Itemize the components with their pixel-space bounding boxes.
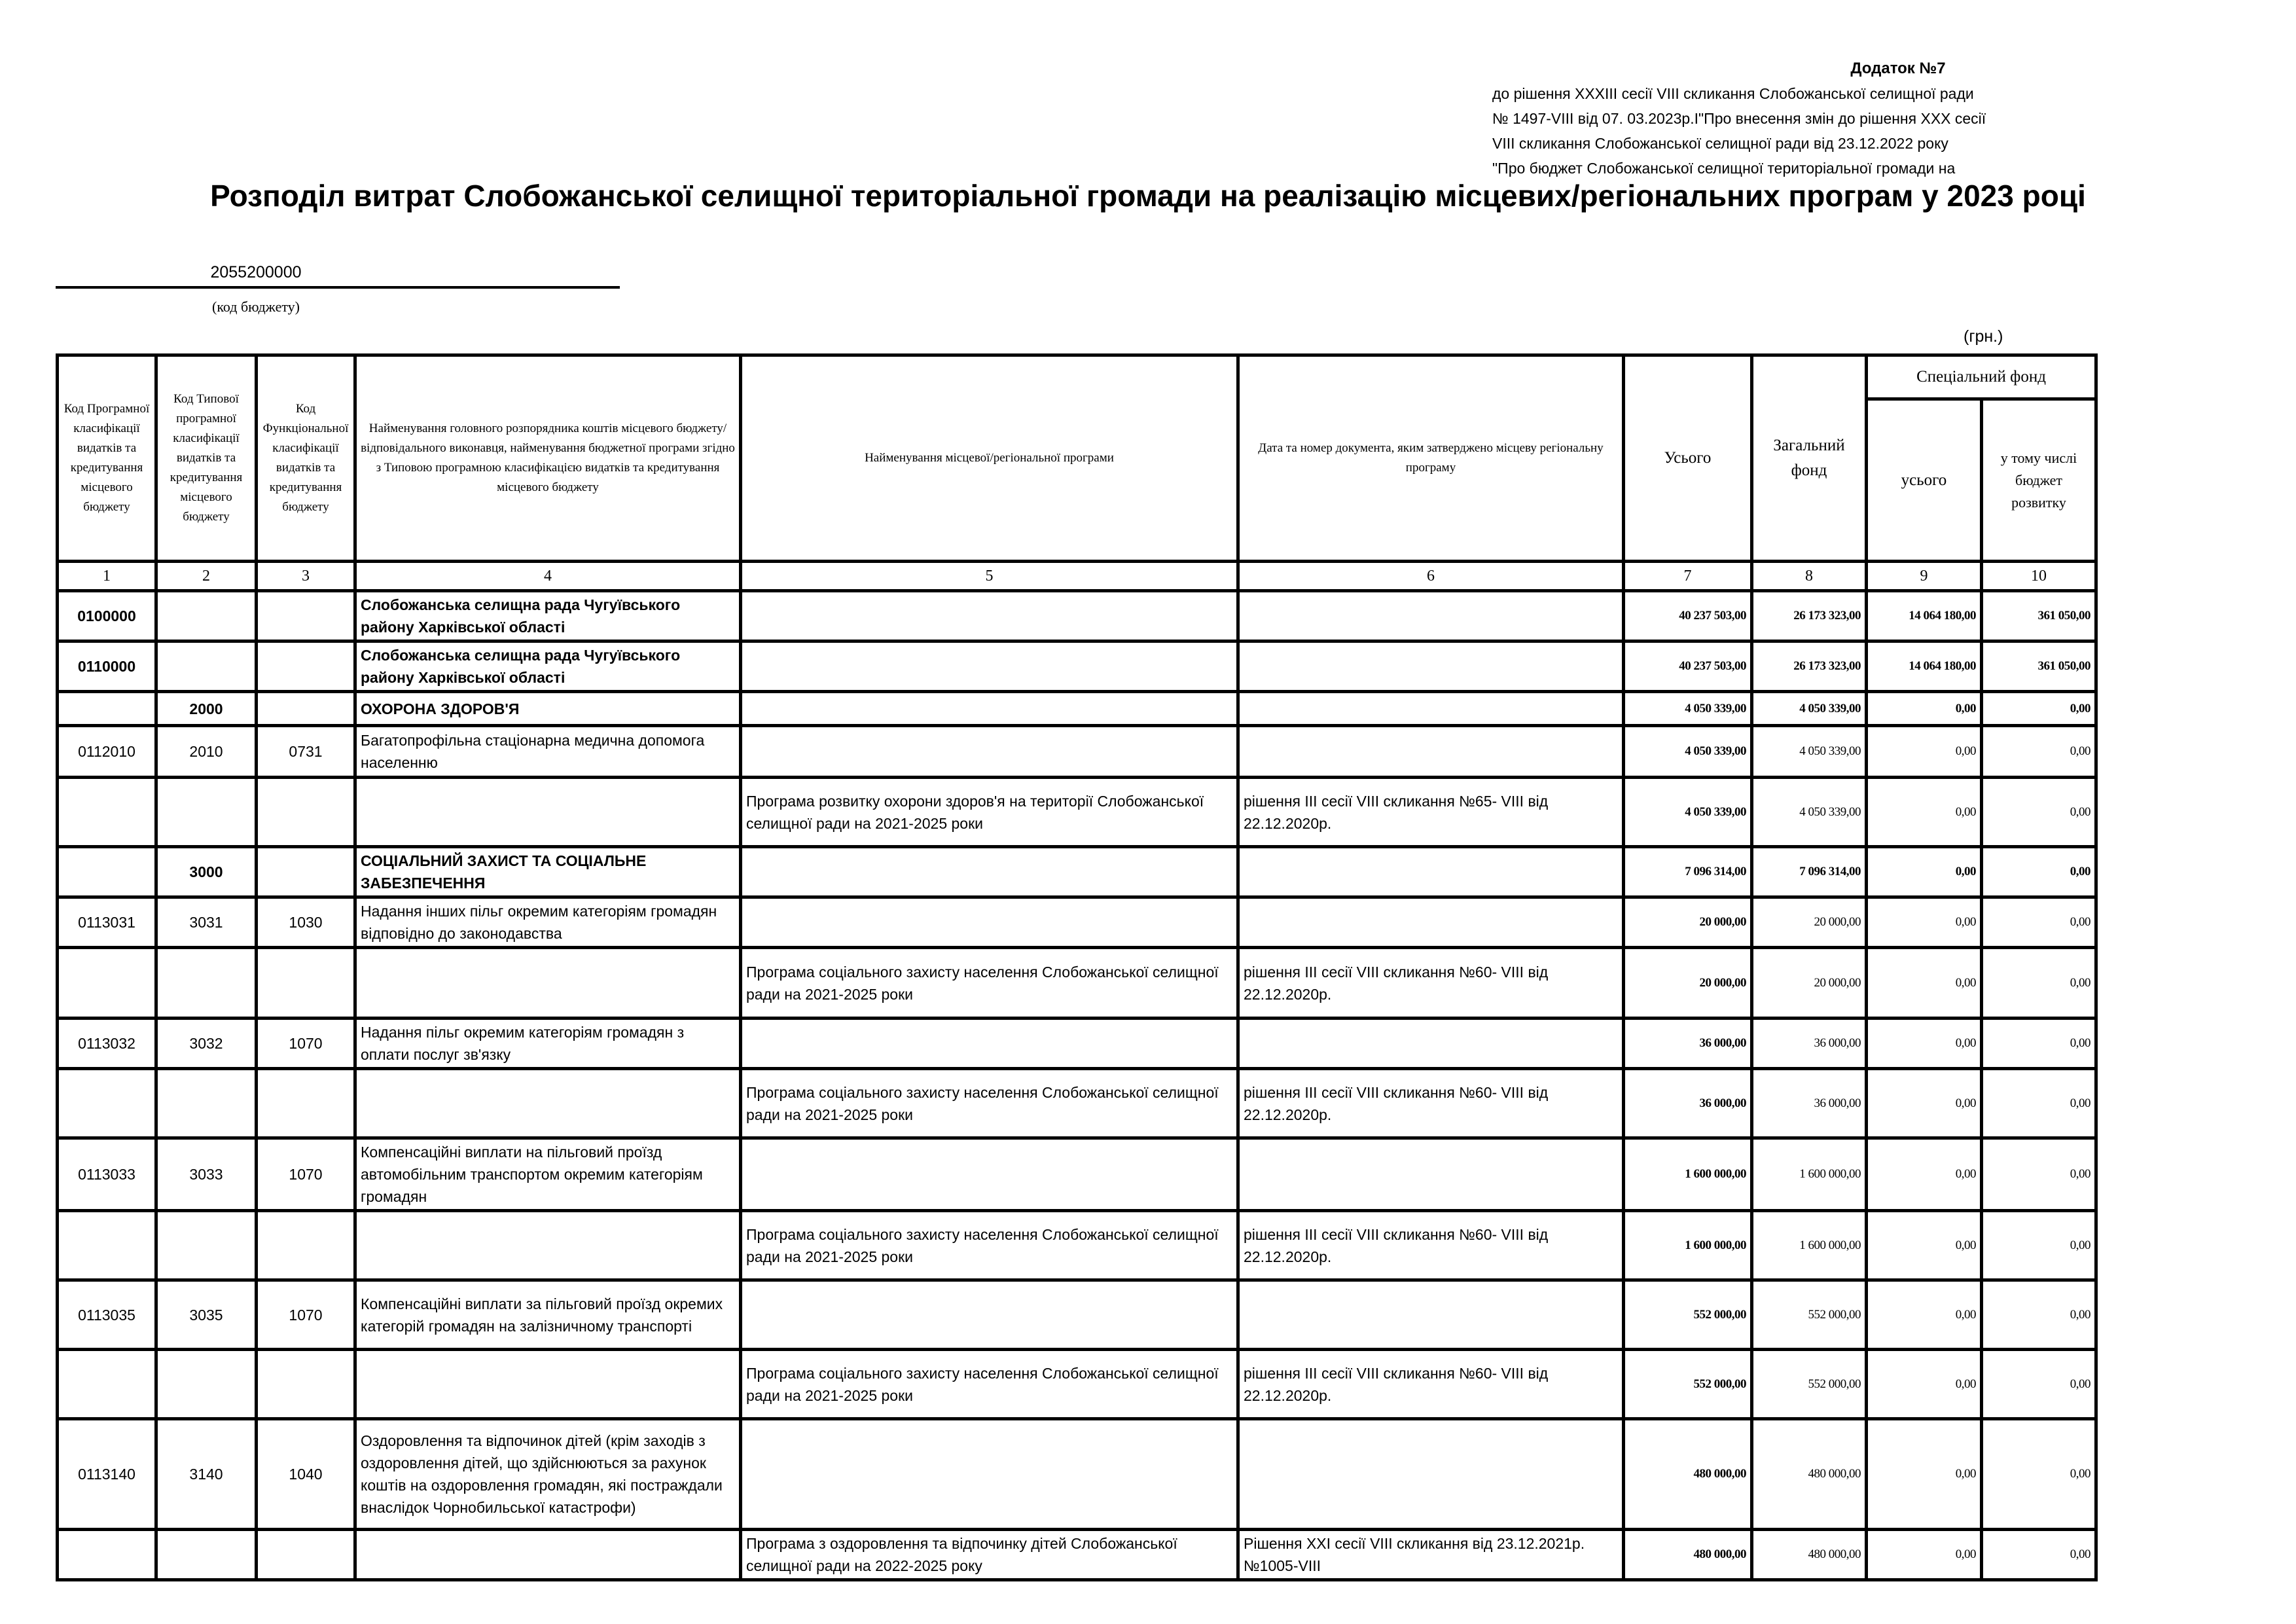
cell-approval-document (1238, 641, 1624, 692)
cell-program-code (58, 1211, 156, 1280)
cell-manager-name (355, 948, 741, 1019)
budget-code-value: 2055200000 (210, 263, 302, 281)
cell-program-code: 0113031 (58, 897, 156, 948)
cell-development-budget: 0,00 (1982, 726, 2096, 778)
cell-general-fund: 4 050 339,00 (1752, 692, 1867, 726)
cell-special-fund-total: 0,00 (1867, 1069, 1982, 1138)
cell-general-fund: 552 000,00 (1752, 1280, 1867, 1350)
cell-program-code (58, 778, 156, 847)
cell-development-budget: 361 050,00 (1982, 591, 2096, 641)
cell-functional-code: 0731 (257, 726, 355, 778)
cell-total: 480 000,00 (1624, 1530, 1752, 1580)
cell-program-code (58, 948, 156, 1019)
cell-manager-name: Компенсаційні виплати на пільговий проїзд автомобільним транспортом окремим категоріям громадян (355, 1138, 741, 1211)
column-number: 1 (58, 562, 156, 591)
annex-header (1492, 56, 2147, 181)
cell-manager-name (355, 1350, 741, 1419)
cell-special-fund-total: 0,00 (1867, 897, 1982, 948)
cell-program-code: 0113032 (58, 1019, 156, 1069)
cell-approval-document (1238, 1419, 1624, 1530)
header-program-name: Найменування місцевої/регіональної програми (741, 355, 1238, 562)
cell-functional-code (257, 1530, 355, 1580)
table-row (58, 692, 2096, 726)
cell-program-name: Програма з оздоровлення та відпочинку дітей Слобожанської селищної ради на 2022-2025 року (741, 1530, 1238, 1580)
cell-typical-code (156, 778, 257, 847)
cell-program-name: Програма соціального захисту населення Слобожанської селищної ради на 2021-2025 роки (741, 948, 1238, 1019)
header-special-total: усього (1867, 399, 1982, 562)
cell-program-code: 0113035 (58, 1280, 156, 1350)
table-row (58, 1350, 2096, 1419)
table-row (58, 591, 2096, 641)
cell-typical-code (156, 1530, 257, 1580)
cell-approval-document (1238, 591, 1624, 641)
cell-development-budget: 0,00 (1982, 1530, 2096, 1580)
cell-program-code: 0112010 (58, 726, 156, 778)
cell-manager-name: Оздоровлення та відпочинок дітей (крім заходів з оздоровлення дітей, що здійснюються за рахунок коштів на оздоровлення громадян, які постраждали внаслідок Чорнобильської катастрофи) (355, 1419, 741, 1530)
cell-development-budget: 0,00 (1982, 1019, 2096, 1069)
cell-functional-code (257, 1069, 355, 1138)
table-row (58, 641, 2096, 692)
cell-manager-name (355, 778, 741, 847)
cell-manager-name (355, 1530, 741, 1580)
column-number: 8 (1752, 562, 1867, 591)
cell-functional-code (257, 591, 355, 641)
cell-manager-name: Слобожанська селищна рада Чугуївського району Харківської області (355, 591, 741, 641)
cell-program-name (741, 641, 1238, 692)
cell-special-fund-total: 0,00 (1867, 778, 1982, 847)
cell-typical-code: 3035 (156, 1280, 257, 1350)
cell-total: 552 000,00 (1624, 1280, 1752, 1350)
cell-program-code (58, 1350, 156, 1419)
cell-typical-code (156, 1350, 257, 1419)
cell-special-fund-total: 0,00 (1867, 692, 1982, 726)
header-general-fund: Загальний фонд (1752, 355, 1867, 562)
table-row (58, 1419, 2096, 1530)
annex-line: "Про бюджет Слобожанської селищної територіальної громади на (1492, 160, 1956, 177)
cell-development-budget: 0,00 (1982, 1138, 2096, 1211)
cell-approval-document: рішення ІІІ сесії VIII скликання №60- VIII від 22.12.2020р. (1238, 948, 1624, 1019)
cell-program-name (741, 1138, 1238, 1211)
cell-program-code (58, 1069, 156, 1138)
cell-program-code (58, 847, 156, 897)
cell-special-fund-total: 14 064 180,00 (1867, 641, 1982, 692)
cell-typical-code: 2000 (156, 692, 257, 726)
cell-functional-code: 1070 (257, 1019, 355, 1069)
cell-approval-document (1238, 726, 1624, 778)
cell-development-budget: 0,00 (1982, 692, 2096, 726)
cell-manager-name: Слобожанська селищна рада Чугуївського району Харківської області (355, 641, 741, 692)
header-document: Дата та номер документа, яким затверджено місцеву регіональну програму (1238, 355, 1624, 562)
cell-development-budget: 361 050,00 (1982, 641, 2096, 692)
column-number: 7 (1624, 562, 1752, 591)
column-number: 4 (355, 562, 741, 591)
cell-functional-code: 1070 (257, 1138, 355, 1211)
annex-title: Додаток №7 (1850, 60, 1946, 77)
cell-general-fund: 552 000,00 (1752, 1350, 1867, 1419)
cell-total: 40 237 503,00 (1624, 591, 1752, 641)
column-number: 9 (1867, 562, 1982, 591)
cell-general-fund: 480 000,00 (1752, 1419, 1867, 1530)
budget-code (56, 263, 620, 289)
table-row (58, 1280, 2096, 1350)
cell-approval-document: рішення ІІІ сесії VIII скликання №60- VIII від 22.12.2020р. (1238, 1211, 1624, 1280)
header-development-budget: у тому числі бюджет розвитку (1982, 399, 2096, 562)
cell-typical-code: 3033 (156, 1138, 257, 1211)
cell-approval-document: рішення ІІІ сесії VIII скликання №60- VIII від 22.12.2020р. (1238, 1350, 1624, 1419)
cell-typical-code (156, 591, 257, 641)
annex-line: № 1497-VIII від 07. 03.2023р.І"Про внесення змін до рішення XXX сесії (1492, 110, 1986, 127)
cell-program-name: Програма соціального захисту населення Слобожанської селищної ради на 2021-2025 роки (741, 1069, 1238, 1138)
cell-special-fund-total: 0,00 (1867, 726, 1982, 778)
cell-approval-document (1238, 692, 1624, 726)
cell-typical-code: 3140 (156, 1419, 257, 1530)
cell-development-budget: 0,00 (1982, 1211, 2096, 1280)
cell-total: 20 000,00 (1624, 897, 1752, 948)
table-row (58, 726, 2096, 778)
cell-approval-document (1238, 1019, 1624, 1069)
cell-development-budget: 0,00 (1982, 948, 2096, 1019)
header-manager-name: Найменування головного розпорядника коштів місцевого бюджету/ відповідального виконавця, найменування бюджетної програми згідно з Типовою програмною класифікацією видатків та кредитування місцевого бюджету (355, 355, 741, 562)
cell-program-code (58, 1530, 156, 1580)
cell-general-fund: 36 000,00 (1752, 1019, 1867, 1069)
header-total: Усього (1624, 355, 1752, 562)
table-row (58, 948, 2096, 1019)
cell-manager-name (355, 1211, 741, 1280)
cell-program-code: 0110000 (58, 641, 156, 692)
cell-special-fund-total: 0,00 (1867, 1280, 1982, 1350)
cell-typical-code: 3000 (156, 847, 257, 897)
cell-approval-document (1238, 847, 1624, 897)
cell-general-fund: 26 173 323,00 (1752, 641, 1867, 692)
cell-typical-code: 3031 (156, 897, 257, 948)
table-row (58, 778, 2096, 847)
cell-program-name (741, 726, 1238, 778)
budget-code-label: (код бюджету) (212, 298, 300, 315)
cell-approval-document (1238, 1280, 1624, 1350)
table-row (58, 1019, 2096, 1069)
annex-line: до рішення XXXIII сесії VIII скликання Слобожанської селищної ради (1492, 85, 1974, 102)
cell-total: 20 000,00 (1624, 948, 1752, 1019)
cell-total: 4 050 339,00 (1624, 778, 1752, 847)
cell-manager-name: ОХОРОНА ЗДОРОВ'Я (355, 692, 741, 726)
column-number: 10 (1982, 562, 2096, 591)
cell-special-fund-total: 0,00 (1867, 1350, 1982, 1419)
cell-general-fund: 26 173 323,00 (1752, 591, 1867, 641)
cell-total: 552 000,00 (1624, 1350, 1752, 1419)
cell-manager-name (355, 1069, 741, 1138)
cell-program-code: 0113033 (58, 1138, 156, 1211)
header-special-fund: Спеціальний фонд (1867, 355, 2096, 399)
cell-total: 480 000,00 (1624, 1419, 1752, 1530)
cell-special-fund-total: 0,00 (1867, 1530, 1982, 1580)
cell-development-budget: 0,00 (1982, 1069, 2096, 1138)
cell-functional-code (257, 948, 355, 1019)
cell-approval-document: Рішення XXI сесії VIII скликання від 23.12.2021р. №1005-VIII (1238, 1530, 1624, 1580)
cell-program-name (741, 1019, 1238, 1069)
currency-unit: (грн.) (1964, 327, 2003, 346)
cell-general-fund: 20 000,00 (1752, 897, 1867, 948)
cell-total: 36 000,00 (1624, 1019, 1752, 1069)
cell-typical-code (156, 1211, 257, 1280)
table-row (58, 1530, 2096, 1580)
cell-total: 36 000,00 (1624, 1069, 1752, 1138)
cell-general-fund: 7 096 314,00 (1752, 847, 1867, 897)
cell-approval-document (1238, 897, 1624, 948)
table-row (58, 1211, 2096, 1280)
cell-total: 1 600 000,00 (1624, 1138, 1752, 1211)
cell-functional-code (257, 778, 355, 847)
cell-development-budget: 0,00 (1982, 1350, 2096, 1419)
column-number: 3 (257, 562, 355, 591)
cell-development-budget: 0,00 (1982, 897, 2096, 948)
cell-special-fund-total: 0,00 (1867, 1138, 1982, 1211)
cell-typical-code (156, 641, 257, 692)
cell-development-budget: 0,00 (1982, 1280, 2096, 1350)
cell-program-code: 0100000 (58, 591, 156, 641)
cell-program-name (741, 1419, 1238, 1530)
header-typical-code: Код Типової програмної класифікації видатків та кредитування місцевого бюджету (156, 355, 257, 562)
cell-typical-code: 2010 (156, 726, 257, 778)
cell-functional-code (257, 692, 355, 726)
column-numbers-row (58, 562, 2096, 591)
cell-general-fund: 36 000,00 (1752, 1069, 1867, 1138)
cell-approval-document (1238, 1138, 1624, 1211)
header-program-code: Код Програмної класифікації видатків та кредитування місцевого бюджету (58, 355, 156, 562)
cell-total: 7 096 314,00 (1624, 847, 1752, 897)
cell-functional-code (257, 1350, 355, 1419)
cell-program-name: Програма соціального захисту населення Слобожанської селищної ради на 2021-2025 роки (741, 1350, 1238, 1419)
cell-program-name: Програма розвитку охорони здоров'я на території Слобожанської селищної ради на 2021-2025 роки (741, 778, 1238, 847)
cell-program-name (741, 1280, 1238, 1350)
cell-special-fund-total: 0,00 (1867, 1419, 1982, 1530)
cell-general-fund: 1 600 000,00 (1752, 1138, 1867, 1211)
column-number: 2 (156, 562, 257, 591)
cell-functional-code (257, 1211, 355, 1280)
cell-program-name: Програма соціального захисту населення Слобожанської селищної ради на 2021-2025 роки (741, 1211, 1238, 1280)
cell-total: 1 600 000,00 (1624, 1211, 1752, 1280)
table-row (58, 847, 2096, 897)
cell-general-fund: 4 050 339,00 (1752, 726, 1867, 778)
cell-special-fund-total: 0,00 (1867, 1211, 1982, 1280)
cell-manager-name: Багатопрофільна стаціонарна медична допомога населенню (355, 726, 741, 778)
cell-program-name (741, 692, 1238, 726)
cell-manager-name: СОЦІАЛЬНИЙ ЗАХИСТ ТА СОЦІАЛЬНЕ ЗАБЕЗПЕЧЕННЯ (355, 847, 741, 897)
page-title: Розподіл витрат Слобожанської селищної територіальної громади на реалізацію місцевих/регіональних програм у 2023 році (210, 179, 2086, 213)
cell-manager-name: Компенсаційні виплати за пільговий проїзд окремих категорій громадян на залізничному транспорті (355, 1280, 741, 1350)
table-row (58, 897, 2096, 948)
cell-typical-code (156, 1069, 257, 1138)
cell-special-fund-total: 0,00 (1867, 1019, 1982, 1069)
cell-total: 4 050 339,00 (1624, 726, 1752, 778)
cell-development-budget: 0,00 (1982, 1419, 2096, 1530)
cell-program-code (58, 692, 156, 726)
cell-special-fund-total: 0,00 (1867, 948, 1982, 1019)
header-functional-code: Код Функціональної класифікації видатків та кредитування бюджету (257, 355, 355, 562)
cell-functional-code (257, 847, 355, 897)
cell-general-fund: 20 000,00 (1752, 948, 1867, 1019)
cell-manager-name: Надання пільг окремим категоріям громадян з оплати послуг зв'язку (355, 1019, 741, 1069)
cell-program-name (741, 847, 1238, 897)
cell-manager-name: Надання інших пільг окремим категоріям громадян відповідно до законодавства (355, 897, 741, 948)
cell-typical-code (156, 948, 257, 1019)
table-row (58, 1138, 2096, 1211)
annex-line: VIII скликання Слобожанської селищної ради від 23.12.2022 року (1492, 135, 1948, 152)
cell-approval-document: рішення ІІІ сесії VIII скликання №60- VIII від 22.12.2020р. (1238, 1069, 1624, 1138)
column-number: 6 (1238, 562, 1624, 591)
cell-program-name (741, 897, 1238, 948)
programs-table (56, 353, 2098, 1581)
cell-functional-code: 1030 (257, 897, 355, 948)
cell-functional-code (257, 641, 355, 692)
cell-approval-document: рішення ІІІ сесії VIII скликання №65- VIII від 22.12.2020р. (1238, 778, 1624, 847)
cell-development-budget: 0,00 (1982, 847, 2096, 897)
cell-general-fund: 480 000,00 (1752, 1530, 1867, 1580)
cell-general-fund: 1 600 000,00 (1752, 1211, 1867, 1280)
cell-development-budget: 0,00 (1982, 778, 2096, 847)
cell-program-code: 0113140 (58, 1419, 156, 1530)
cell-functional-code: 1040 (257, 1419, 355, 1530)
cell-special-fund-total: 14 064 180,00 (1867, 591, 1982, 641)
cell-functional-code: 1070 (257, 1280, 355, 1350)
cell-typical-code: 3032 (156, 1019, 257, 1069)
cell-program-name (741, 591, 1238, 641)
cell-general-fund: 4 050 339,00 (1752, 778, 1867, 847)
table-row (58, 1069, 2096, 1138)
column-number: 5 (741, 562, 1238, 591)
cell-total: 4 050 339,00 (1624, 692, 1752, 726)
cell-special-fund-total: 0,00 (1867, 847, 1982, 897)
cell-total: 40 237 503,00 (1624, 641, 1752, 692)
